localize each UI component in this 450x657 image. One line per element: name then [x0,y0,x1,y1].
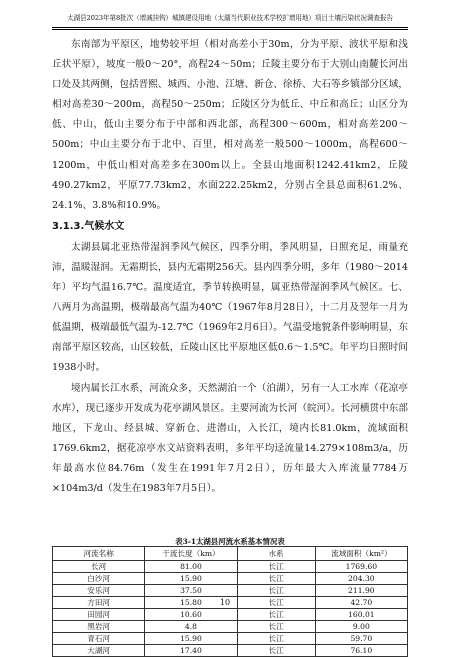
table-cell: 大湖河 [53,645,145,657]
hydrology-paragraph: 境内属长江水系，河流众多，天然湖泊一个（泊湖），另有一人工水库（花凉亭水库），现已逐步开发成为花亭湖风景区。主要河流为长河（皖河）。长河横贯中东部地区，下龙山、经县城、穿新仓、进潜山，入长江，境内长81.0km，流域面积1769.6km2，据花凉亭水文站资料表明，多年平均迳流量14.279×108m3/a，历年最高水位84.76m（发生在1991年7月2日），历年最大入库流量7784万×104m3/d（发生在1983年7月5日）。 [52,382,408,494]
table-cell: 76.10 [315,645,407,657]
table-caption: 表3-1太湖县河流水系基本情况表 [175,537,285,546]
table-cell: 10.60 [145,609,237,621]
table-row [53,573,408,585]
table-cell: 黑岩河 [53,621,145,633]
table-cell: 方田河 [53,597,145,609]
table-cell: 4.8 [145,621,237,633]
table-cell: 长江 [237,621,315,633]
table-cell: 白沙河 [53,573,145,585]
section-heading: 3.1.3.气候水文 [52,220,125,232]
terrain-paragraph: 东南部为平原区，地势较平坦（相对高差小于30m，分为平原、波状平原和浅丘状平原），坡度一般0～20°，高程24～50m；丘陵主要分布于大别山南麓长河出口处及其两侧，包括晋熙、城西、小池、江塘、新仓、徐桥、大石等乡镇部分区域，相对高差30～200m，高程50～250m；丘陵区分为低丘、中丘和高丘；山区分为低、中山，低山主要分布于中部和西北部，高程300～600m，相对高差200～500m；中山主要分布于北中、百里，相对高差一般500～1000m，高程600～1200m，中低山相对高差多在300m以上。全县山地面积1242.41km2，丘陵490.27km2，平原77.73km2，水面222.25km2，分别占全县总面积61.2%、24.1%、3.8%和10.9%。 [52,39,408,211]
column-header: 水系 [237,547,315,561]
page-number: 10 [219,598,231,607]
table-header-row [53,547,408,561]
document-body [52,35,408,499]
table-cell: 160.01 [315,609,407,621]
table-cell: 1769.60 [315,561,407,573]
table-cell: 长江 [237,597,315,609]
page-header: 太湖县2023年第8批次（增减挂钩）城镇建设用地（太湖当代职业技术学校扩增用地）项目土壤污染状况调查报告 [67,14,393,22]
table-cell: 长江 [237,633,315,645]
table-cell: 59.70 [315,633,407,645]
table-row [53,645,408,657]
table-cell: 17.40 [145,645,237,657]
climate-paragraph: 太湖县属北亚热带湿润季风气候区，四季分明，季风明显，日照充足，雨量充沛，温暖湿润。无霜期长，县内无霜期256天。县内四季分明，多年（1980～2014年）平均气温16.7℃。温度适宜，季节转换明显，属亚热带湿润季风气候区。七、八两月为高温期，极端最高气温为40℃（1967年8月28日），十二月及翌年一月为低温期，极端最低气温为-12.7℃（1969年2月6日）。气温受地貌条件影响明显，东南部平原区较高，山区较低，丘陵山区比平原地区低0.6～1.5℃。年平均日照时间1938小时。 [52,241,408,374]
table-cell: 211.90 [315,585,407,597]
table-cell: 9.00 [315,621,407,633]
table-cell: 15.90 [145,633,237,645]
table-row [53,621,408,633]
table-cell: 15.90 [145,573,237,585]
table-cell: 安乐河 [53,585,145,597]
table-cell: 15.80 [145,597,237,609]
table-cell: 长江 [237,645,315,657]
table-cell: 田园河 [53,609,145,621]
table-cell: 204.30 [315,573,407,585]
table-cell: 长江 [237,585,315,597]
table-cell: 青石河 [53,633,145,645]
table-row [53,585,408,597]
table-body [53,561,408,657]
table-cell: 81.00 [145,561,237,573]
header-rule [52,27,408,30]
table-cell: 长江 [237,609,315,621]
table-cell: 长河 [53,561,145,573]
table-cell: 长江 [237,561,315,573]
column-header: 干流长度（km） [145,547,237,561]
column-header: 河流名称 [53,547,145,561]
column-header: 流域面积（km²） [315,547,407,561]
table-row [53,633,408,645]
table-cell: 37.50 [145,585,237,597]
table-cell: 长江 [237,573,315,585]
table-cell: 42.70 [315,597,407,609]
table-row [53,609,408,621]
table-row [53,561,408,573]
